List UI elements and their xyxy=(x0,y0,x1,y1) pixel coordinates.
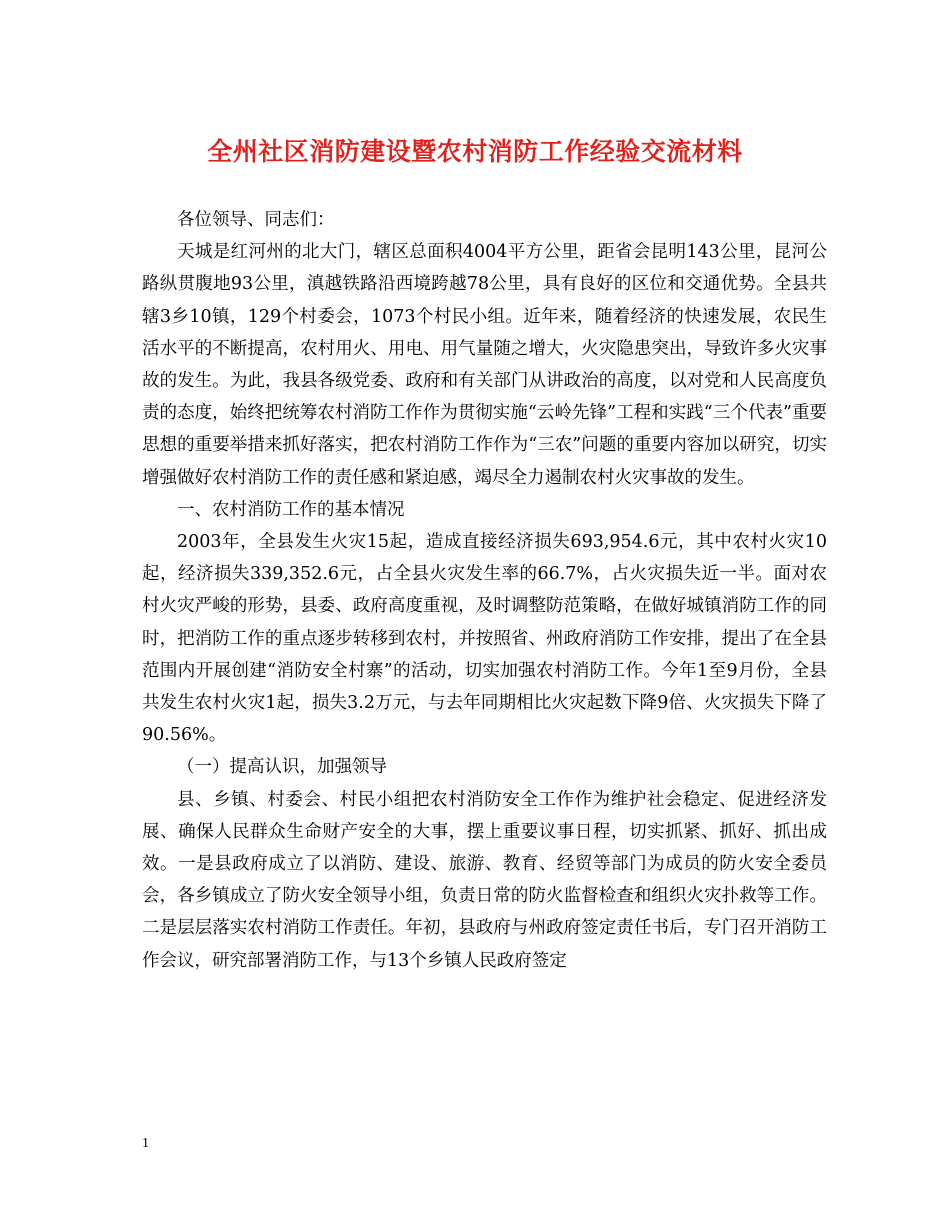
salutation: 各位领导、同志们： xyxy=(177,210,335,230)
paragraph-leadership: 县、乡镇、村委会、村民小组把农村消防安全工作作为维护社会稳定、促进经济发展、确保人民群众生命财产安全的大事，摆上重要议事日程，切实抓紧、抓好、抓出成效。一是县政府成立了以消防、建设、旅游、教育、经贸等部门为成员的防火安全委员会，各乡镇成立了防火安全领导小组，负责日常的防火监督检查和组织火灾扑救等工作。二是层层落实农村消防工作责任。年初，县政府与州政府签定责任书后，专门召开消防工作会议，研究部署消防工作，与13个乡镇人民政府签定 xyxy=(142,789,827,971)
paragraph-intro: 天城是红河州的北大门，辖区总面积4004平方公里，距省会昆明143公里，昆河公路纵贯腹地93公里，滇越铁路沿西境跨越78公里，具有良好的区位和交通优势。全县共辖3乡10镇，129个村委会，1073个村民小组。近年来，随着经济的快速发展，农民生活水平的不断提高，农村用火、用电、用气量随之增大，火灾隐患突出，导致许多火灾事故的发生。为此，我县各级党委、政府和有关部门从讲政治的高度，以对党和人民高度负责的态度，始终把统筹农村消防工作作为贯彻实施“云岭先锋”工程和实践“三个代表”重要思想的重要举措来抓好落实，把农村消防工作作为“三农”问题的重要内容加以研究，切实增强做好农村消防工作的责任感和紧迫感，竭尽全力遏制农村火灾事故的发生。 xyxy=(142,242,827,488)
section-heading: 一、农村消防工作的基本情况 xyxy=(177,499,405,520)
paragraph-statistics: 2003年，全县发生火灾15起，造成直接经济损失693,954.6元，其中农村火灾10起，经济损失339,352.6元，占全县火灾发生率的66.7%，占火灾损失近一半。面对农村火灾严峻的形势，县委、政府高度重视，及时调整防范策略，在做好城镇消防工作的同时，把消防工作的重点逐步转移到农村，并按照省、州政府消防工作安排，提出了在全县范围内开展创建“消防安全村寨”的活动，切实加强农村消防工作。今年1至9月份，全县共发生农村火灾1起，损失3.2万元，与去年同期相比火灾起数下降9倍、火灾损失下降了90.56%。 xyxy=(142,532,827,746)
subsection-heading: （一）提高认识，加强领导 xyxy=(177,757,387,778)
document-body xyxy=(142,204,827,977)
document-title: 全州社区消防建设暨农村消防工作经验交流材料 xyxy=(207,137,743,166)
page-number: 1 xyxy=(142,1136,149,1151)
